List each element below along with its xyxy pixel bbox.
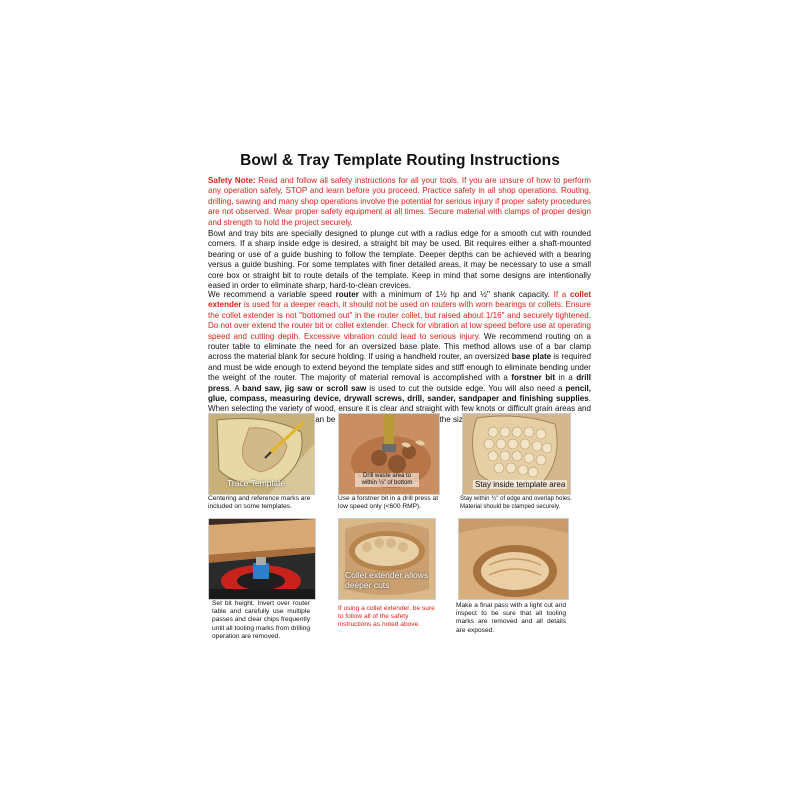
photo-overlay-label: Stay inside template area — [475, 480, 566, 489]
text-run: in a — [555, 373, 577, 383]
page-title: Bowl & Tray Template Routing Instructions — [240, 152, 560, 169]
bold-base-plate: base plate — [511, 352, 552, 362]
text-run: . A — [229, 383, 243, 393]
bold-supplies: pencil, glue, compass, measuring device, drywall screws, drill, sander, sandpaper and finishing supplies — [208, 383, 592, 404]
text-run: We recommend routing on a router table to eliminate the need for an oversized base plate. This method allows use of a bar clamp across the material blank for secure holding. If using a handheld router, an oversized — [208, 331, 591, 362]
photo-final-pass — [458, 518, 569, 600]
safety-note-text: Read and follow all safety instructions for all your tools. If you are unsure of how to perform any operation safely, STOP and learn before you proceed. Practice safety in all shop operations. Routing, drilling, sawing and many shop operations involve the potential for serious injury if proper safety procedures are not observed. Wear proper safety equipment at all times. Secure material with clamps of proper design and strength to hold the project securely. — [208, 176, 591, 227]
text-run: is used for a deeper reach, it should not be used on routers with worn bearings or collets. Ensure the collet extender is not "bottomed out" in the router collet, but raised about — [208, 300, 591, 320]
text-run: is required and must be wide enough to extend beyond the template sides and stiff enough to eliminate bending under the weight of the router. The majority of material removal is accomplished with a — [208, 352, 591, 383]
text-run: . When selecting the variety of wood, ensure it is clear and straight with few knots or difficult grain areas and can be the size — [208, 394, 591, 424]
bold-saws: band saw, jig saw or scroll saw — [242, 383, 367, 393]
photo-caption: Set bit height. Invert over router table and carefully use multiple passes and clear chips frequently until all tooling marks from drilling operation are removed. — [212, 600, 310, 640]
bits-paragraph: Bowl and tray bits are specially designed to plunge cut with a radius edge for a smooth cut with rounded corners. If a sharp inside edge is desired, a straight bit may be used. Bit requires either a shaft-mounted bearing or use of a guide bushing to follow the template. Deeper depths can be achieved with a bearing versus a guide bushing. For some templates with finer detailed areas, it may be necessary to use a small core box or straight bit to route details of the template. Keep in mind that some designs are intentionally eased in order to eliminate sharp, hard-to-clean crevices. — [208, 229, 591, 291]
text-run: " and securely tightened. Do not over extend the router bit or collet extender. Check for vibration at low speed before use at operating speed and cutting depth. Excessive vibration could lead to serious injury. — [208, 310, 591, 341]
photo-caption-warning: If using a collet extender, be sure to follow all of the safety instructions as noted above. — [338, 605, 435, 629]
final-pass-image — [459, 519, 568, 599]
fraction-sixteenth: 1/16 — [485, 310, 502, 320]
bold-forstner-bit: forstner bit — [511, 373, 556, 383]
photo-overlay-label: Trace Template — [227, 478, 286, 488]
bold-router: router — [335, 290, 359, 299]
photo-caption: Make a final pass with a light cut and inspect to be sure that all tooling marks are removed and all details are exposed. — [456, 602, 566, 634]
photo-overlay-label: Drill waste area to within ⅛" of bottom — [355, 473, 419, 487]
bold-drill-press: drill press — [208, 373, 592, 393]
photo-forstner-bit — [338, 413, 440, 495]
router-table-image — [209, 519, 315, 599]
photo-router-table — [208, 518, 316, 600]
text-run: with a minimum of 1½ hp and ½" shank capacity. — [358, 290, 554, 299]
text-run: We recommend a variable speed — [208, 290, 336, 299]
safety-note-label: Safety Note: — [208, 176, 256, 185]
photo-stay-inside — [462, 413, 571, 495]
text-run: If a — [553, 290, 570, 299]
photo-collet-extender — [338, 518, 436, 600]
photo-trace-template — [208, 413, 315, 495]
photo-overlay-label: Collet extender allows deeper cuts — [345, 570, 429, 590]
text-run: is used to cut the outside edge. You will also need a — [366, 383, 566, 393]
photo-caption: Use a forstner bit in a drill press at low speed only (<600 RMP). — [338, 495, 439, 511]
safety-note — [208, 176, 591, 228]
bold-collet-extender: collet extender — [208, 290, 592, 310]
photo-caption: Centering and reference marks are included on some templates. — [208, 495, 311, 511]
photo-caption: Stay within ¾" of edge and overlap holes. Material should be clamped securely. — [460, 495, 572, 510]
equipment-paragraph — [208, 290, 591, 425]
